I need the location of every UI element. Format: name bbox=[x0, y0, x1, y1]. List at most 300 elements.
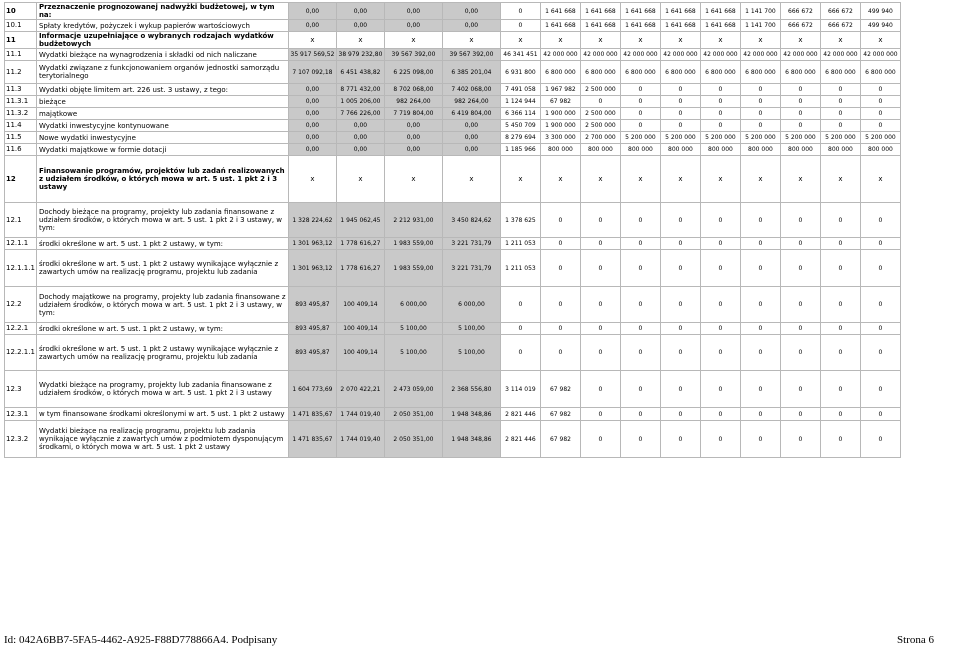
value-cell: 0 bbox=[740, 335, 780, 371]
row-number: 11.2 bbox=[5, 61, 37, 84]
value-cell: 42 000 000 bbox=[620, 49, 660, 61]
value-cell: 6 800 000 bbox=[620, 61, 660, 84]
value-cell: 0 bbox=[820, 96, 860, 108]
value-cell: 1 641 668 bbox=[700, 20, 740, 32]
value-cell: 800 000 bbox=[860, 144, 900, 156]
value-cell: 1 983 559,00 bbox=[384, 238, 442, 250]
value-cell: 6 800 000 bbox=[540, 61, 580, 84]
value-cell: 0 bbox=[860, 84, 900, 96]
value-cell: 0 bbox=[620, 371, 660, 408]
row-number: 12.1.1.1 bbox=[5, 250, 37, 287]
value-cell: 3 114 019 bbox=[500, 371, 540, 408]
value-cell: 6 931 800 bbox=[500, 61, 540, 84]
row-number: 11.6 bbox=[5, 144, 37, 156]
value-cell: 0 bbox=[860, 408, 900, 421]
value-cell: 1 778 616,27 bbox=[336, 250, 384, 287]
value-cell: 2 821 446 bbox=[500, 408, 540, 421]
value-cell: 2 500 000 bbox=[580, 120, 620, 132]
value-cell: 0 bbox=[700, 371, 740, 408]
value-cell: 0 bbox=[780, 250, 820, 287]
value-cell: 5 200 000 bbox=[620, 132, 660, 144]
value-cell: 0 bbox=[620, 421, 660, 458]
value-cell: 5 200 000 bbox=[820, 132, 860, 144]
row-label: majątkowe bbox=[36, 108, 288, 120]
value-cell: 0 bbox=[660, 84, 700, 96]
value-cell: 100 409,14 bbox=[336, 323, 384, 335]
value-cell: 800 000 bbox=[700, 144, 740, 156]
value-cell: 0 bbox=[620, 120, 660, 132]
value-cell: 0 bbox=[740, 203, 780, 238]
value-cell: 0 bbox=[540, 238, 580, 250]
value-cell: x bbox=[820, 156, 860, 203]
value-cell: 67 982 bbox=[540, 421, 580, 458]
row-label: Wydatki bieżące na realizację programu, projektu lub zadania wynikające wyłącznie z zawartych umów z podmiotem dysponującym środkami, o których mowa w art. 5 ust. 1 pkt 2 ustawy bbox=[36, 421, 288, 458]
value-cell: 0 bbox=[820, 250, 860, 287]
value-cell: 800 000 bbox=[780, 144, 820, 156]
document-id-signature: Id: 042A6BB7-5FA5-4462-A925-F88D778866A4. Podpisany bbox=[4, 634, 278, 646]
value-cell: x bbox=[500, 156, 540, 203]
value-cell: x bbox=[384, 32, 442, 49]
value-cell: 5 200 000 bbox=[740, 132, 780, 144]
value-cell: 0 bbox=[780, 287, 820, 323]
value-cell: 0,00 bbox=[336, 3, 384, 20]
value-cell: 0 bbox=[740, 323, 780, 335]
row-number: 11.1 bbox=[5, 49, 37, 61]
value-cell: 0 bbox=[700, 120, 740, 132]
value-cell: 0 bbox=[660, 108, 700, 120]
value-cell: 1 945 062,45 bbox=[336, 203, 384, 238]
value-cell: 0 bbox=[740, 250, 780, 287]
value-cell: 0 bbox=[580, 335, 620, 371]
value-cell: x bbox=[820, 32, 860, 49]
value-cell: 1 471 835,67 bbox=[288, 421, 336, 458]
value-cell: 666 672 bbox=[780, 3, 820, 20]
value-cell: 7 402 068,00 bbox=[442, 84, 500, 96]
value-cell: x bbox=[580, 156, 620, 203]
value-cell: 2 821 446 bbox=[500, 421, 540, 458]
value-cell: 2 500 000 bbox=[580, 84, 620, 96]
value-cell: x bbox=[740, 32, 780, 49]
value-cell: 0 bbox=[620, 108, 660, 120]
value-cell: 499 940 bbox=[860, 3, 900, 20]
row-number: 12.3 bbox=[5, 371, 37, 408]
row-label: Wydatki bieżące na wynagrodzenia i składki od nich naliczane bbox=[36, 49, 288, 61]
value-cell: 1 641 668 bbox=[700, 3, 740, 20]
value-cell: 1 471 835,67 bbox=[288, 408, 336, 421]
value-cell: 893 495,87 bbox=[288, 287, 336, 323]
table-row bbox=[5, 3, 901, 20]
table-row bbox=[5, 49, 901, 61]
value-cell: 0 bbox=[820, 371, 860, 408]
value-cell: 0,00 bbox=[384, 20, 442, 32]
value-cell: 1 141 700 bbox=[740, 3, 780, 20]
row-label: Wydatki objęte limitem art. 226 ust. 3 ustawy, z tego: bbox=[36, 84, 288, 96]
row-number: 12.2 bbox=[5, 287, 37, 323]
value-cell: 0,00 bbox=[288, 132, 336, 144]
value-cell: 6 451 438,82 bbox=[336, 61, 384, 84]
value-cell: 1 641 668 bbox=[660, 20, 700, 32]
value-cell: 0 bbox=[780, 238, 820, 250]
value-cell: 0 bbox=[820, 421, 860, 458]
value-cell: 0 bbox=[660, 238, 700, 250]
value-cell: 800 000 bbox=[820, 144, 860, 156]
row-label: Nowe wydatki inwestycyjne bbox=[36, 132, 288, 144]
value-cell: 0 bbox=[700, 238, 740, 250]
value-cell: 0,00 bbox=[336, 120, 384, 132]
value-cell: x bbox=[780, 156, 820, 203]
table-row bbox=[5, 108, 901, 120]
value-cell: 0,00 bbox=[384, 120, 442, 132]
value-cell: 0 bbox=[700, 335, 740, 371]
value-cell: 0 bbox=[860, 238, 900, 250]
table-row bbox=[5, 287, 901, 323]
value-cell: 1 900 000 bbox=[540, 120, 580, 132]
value-cell: 0 bbox=[580, 238, 620, 250]
page-footer bbox=[4, 634, 934, 646]
value-cell: 0 bbox=[860, 120, 900, 132]
value-cell: 0 bbox=[660, 323, 700, 335]
value-cell: 6 000,00 bbox=[442, 287, 500, 323]
value-cell: 0,00 bbox=[442, 20, 500, 32]
table-row bbox=[5, 96, 901, 108]
table-row bbox=[5, 408, 901, 421]
value-cell: 0 bbox=[580, 408, 620, 421]
value-cell: x bbox=[336, 156, 384, 203]
value-cell: 1 604 773,69 bbox=[288, 371, 336, 408]
value-cell: 0,00 bbox=[288, 84, 336, 96]
value-cell: 0 bbox=[860, 108, 900, 120]
value-cell: 0,00 bbox=[336, 144, 384, 156]
row-label: środki określone w art. 5 ust. 1 pkt 2 ustawy wynikające wyłącznie z zawartych umów na realizację programu, projektu lub zadania bbox=[36, 250, 288, 287]
value-cell: 7 719 804,00 bbox=[384, 108, 442, 120]
value-cell: 0 bbox=[500, 335, 540, 371]
table-row bbox=[5, 335, 901, 371]
financial-forecast-table bbox=[4, 2, 901, 458]
value-cell: 2 212 931,00 bbox=[384, 203, 442, 238]
value-cell: 499 940 bbox=[860, 20, 900, 32]
value-cell: x bbox=[660, 156, 700, 203]
value-cell: 893 495,87 bbox=[288, 335, 336, 371]
value-cell: 5 200 000 bbox=[860, 132, 900, 144]
value-cell: 666 672 bbox=[780, 20, 820, 32]
value-cell: 6 800 000 bbox=[660, 61, 700, 84]
value-cell: 8 279 694 bbox=[500, 132, 540, 144]
value-cell: 800 000 bbox=[620, 144, 660, 156]
value-cell: 7 491 058 bbox=[500, 84, 540, 96]
value-cell: 0 bbox=[820, 108, 860, 120]
value-cell: 0 bbox=[860, 323, 900, 335]
value-cell: 1 641 668 bbox=[620, 3, 660, 20]
row-number: 12.2.1 bbox=[5, 323, 37, 335]
value-cell: 0 bbox=[660, 96, 700, 108]
value-cell: 6 225 098,00 bbox=[384, 61, 442, 84]
table-row bbox=[5, 250, 901, 287]
row-number: 12.3.2 bbox=[5, 421, 37, 458]
row-number: 11.3 bbox=[5, 84, 37, 96]
value-cell: 0 bbox=[620, 335, 660, 371]
value-cell: 0 bbox=[740, 108, 780, 120]
value-cell: 5 200 000 bbox=[660, 132, 700, 144]
value-cell: 42 000 000 bbox=[660, 49, 700, 61]
value-cell: 0 bbox=[780, 421, 820, 458]
value-cell: 6 385 201,04 bbox=[442, 61, 500, 84]
value-cell: 6 800 000 bbox=[740, 61, 780, 84]
value-cell: 0 bbox=[700, 108, 740, 120]
value-cell: 982 264,00 bbox=[384, 96, 442, 108]
value-cell: 0 bbox=[860, 96, 900, 108]
table-row bbox=[5, 144, 901, 156]
value-cell: 0 bbox=[820, 408, 860, 421]
value-cell: 0,00 bbox=[384, 144, 442, 156]
value-cell: 6 800 000 bbox=[820, 61, 860, 84]
value-cell: 0,00 bbox=[442, 3, 500, 20]
value-cell: 38 979 232,80 bbox=[336, 49, 384, 61]
value-cell: 0 bbox=[780, 371, 820, 408]
row-label: w tym finansowane środkami określonymi w art. 5 ust. 1 pkt 2 ustawy bbox=[36, 408, 288, 421]
value-cell: x bbox=[700, 156, 740, 203]
value-cell: x bbox=[336, 32, 384, 49]
value-cell: x bbox=[620, 156, 660, 203]
row-label: Finansowanie programów, projektów lub zadań realizowanych z udziałem środków, o których mowa w art. 5 ust. 1 pkt 2 i 3 ustawy bbox=[36, 156, 288, 203]
value-cell: 3 221 731,79 bbox=[442, 250, 500, 287]
value-cell: 0 bbox=[700, 421, 740, 458]
value-cell: 39 567 392,00 bbox=[442, 49, 500, 61]
value-cell: x bbox=[442, 32, 500, 49]
value-cell: 0 bbox=[620, 238, 660, 250]
value-cell: 6 800 000 bbox=[860, 61, 900, 84]
table-row bbox=[5, 61, 901, 84]
value-cell: 0 bbox=[740, 421, 780, 458]
value-cell: 0 bbox=[740, 84, 780, 96]
row-label: bieżące bbox=[36, 96, 288, 108]
value-cell: 35 917 569,52 bbox=[288, 49, 336, 61]
value-cell: 6 800 000 bbox=[700, 61, 740, 84]
value-cell: 0,00 bbox=[384, 132, 442, 144]
value-cell: 0 bbox=[740, 371, 780, 408]
row-label: Wydatki bieżące na programy, projekty lub zadania finansowane z udziałem środków, o których mowa w art. 5 ust. 1 pkt 2 i 3 ustawy bbox=[36, 371, 288, 408]
value-cell: 0 bbox=[780, 108, 820, 120]
value-cell: 0 bbox=[780, 323, 820, 335]
value-cell: 0,00 bbox=[442, 144, 500, 156]
value-cell: 0,00 bbox=[288, 3, 336, 20]
value-cell: 0 bbox=[740, 408, 780, 421]
value-cell: 0,00 bbox=[288, 144, 336, 156]
row-number: 10 bbox=[5, 3, 37, 20]
value-cell: 42 000 000 bbox=[580, 49, 620, 61]
value-cell: 1 641 668 bbox=[660, 3, 700, 20]
value-cell: 5 100,00 bbox=[442, 323, 500, 335]
table-row bbox=[5, 84, 901, 96]
row-label: środki określone w art. 5 ust. 1 pkt 2 ustawy, w tym: bbox=[36, 238, 288, 250]
value-cell: 0 bbox=[620, 203, 660, 238]
value-cell: x bbox=[540, 32, 580, 49]
value-cell: 982 264,00 bbox=[442, 96, 500, 108]
value-cell: 1 778 616,27 bbox=[336, 238, 384, 250]
table-row bbox=[5, 203, 901, 238]
value-cell: 0 bbox=[780, 84, 820, 96]
table-body bbox=[5, 3, 901, 458]
value-cell: x bbox=[620, 32, 660, 49]
row-label: Wydatki inwestycyjne kontynuowane bbox=[36, 120, 288, 132]
value-cell: x bbox=[660, 32, 700, 49]
value-cell: 0 bbox=[820, 335, 860, 371]
value-cell: 2 368 556,80 bbox=[442, 371, 500, 408]
value-cell: 0 bbox=[500, 323, 540, 335]
value-cell: 1 641 668 bbox=[580, 20, 620, 32]
value-cell: x bbox=[384, 156, 442, 203]
table-row bbox=[5, 32, 901, 49]
value-cell: 67 982 bbox=[540, 408, 580, 421]
value-cell: 2 500 000 bbox=[580, 108, 620, 120]
value-cell: 1 211 053 bbox=[500, 238, 540, 250]
value-cell: 0 bbox=[820, 287, 860, 323]
value-cell: 42 000 000 bbox=[740, 49, 780, 61]
row-label: Dochody bieżące na programy, projekty lub zadania finansowane z udziałem środków, o których mowa w art. 5 ust. 1 pkt 2 i 3 ustawy, w tym: bbox=[36, 203, 288, 238]
value-cell: 0 bbox=[540, 203, 580, 238]
value-cell: 2 050 351,00 bbox=[384, 408, 442, 421]
value-cell: 0 bbox=[780, 96, 820, 108]
value-cell: 2 700 000 bbox=[580, 132, 620, 144]
value-cell: 5 200 000 bbox=[700, 132, 740, 144]
value-cell: 0 bbox=[660, 421, 700, 458]
value-cell: 0 bbox=[780, 408, 820, 421]
value-cell: 0 bbox=[580, 203, 620, 238]
value-cell: 0 bbox=[540, 287, 580, 323]
value-cell: 0 bbox=[700, 287, 740, 323]
row-label: środki określone w art. 5 ust. 1 pkt 2 ustawy, w tym: bbox=[36, 323, 288, 335]
value-cell: 0 bbox=[620, 323, 660, 335]
value-cell: 0 bbox=[860, 335, 900, 371]
value-cell: 1 211 053 bbox=[500, 250, 540, 287]
value-cell: 3 221 731,79 bbox=[442, 238, 500, 250]
table-row bbox=[5, 421, 901, 458]
row-number: 12.1.1 bbox=[5, 238, 37, 250]
row-label: Dochody majątkowe na programy, projekty lub zadania finansowane z udziałem środków, o których mowa w art. 5 ust. 1 pkt 2 i 3 ustawy, w tym: bbox=[36, 287, 288, 323]
value-cell: 0 bbox=[580, 250, 620, 287]
value-cell: 0,00 bbox=[288, 20, 336, 32]
value-cell: 666 672 bbox=[820, 3, 860, 20]
row-label: Przeznaczenie prognozowanej nadwyżki budżetowej, w tym na: bbox=[36, 3, 288, 20]
value-cell: 0 bbox=[540, 335, 580, 371]
value-cell: 0 bbox=[660, 203, 700, 238]
row-number: 12 bbox=[5, 156, 37, 203]
value-cell: 0,00 bbox=[336, 20, 384, 32]
table-row bbox=[5, 323, 901, 335]
value-cell: 3 300 000 bbox=[540, 132, 580, 144]
value-cell: 0,00 bbox=[442, 132, 500, 144]
value-cell: 42 000 000 bbox=[820, 49, 860, 61]
value-cell: 1 900 000 bbox=[540, 108, 580, 120]
value-cell: 3 450 824,62 bbox=[442, 203, 500, 238]
value-cell: 6 800 000 bbox=[780, 61, 820, 84]
value-cell: 0 bbox=[660, 120, 700, 132]
table-row bbox=[5, 238, 901, 250]
value-cell: 666 672 bbox=[820, 20, 860, 32]
value-cell: 67 982 bbox=[540, 96, 580, 108]
value-cell: 0 bbox=[740, 120, 780, 132]
row-label: Informacje uzupełniające o wybranych rodzajach wydatków budżetowych bbox=[36, 32, 288, 49]
page-number: Strona 6 bbox=[897, 634, 934, 646]
value-cell: x bbox=[288, 156, 336, 203]
value-cell: 2 473 059,00 bbox=[384, 371, 442, 408]
value-cell: 6 800 000 bbox=[580, 61, 620, 84]
value-cell: 0 bbox=[620, 287, 660, 323]
row-label: środki określone w art. 5 ust. 1 pkt 2 ustawy wynikające wyłącznie z zawartych umów na realizację programu, projektu lub zadania bbox=[36, 335, 288, 371]
value-cell: 1 948 348,86 bbox=[442, 421, 500, 458]
value-cell: 2 050 351,00 bbox=[384, 421, 442, 458]
value-cell: 0 bbox=[580, 371, 620, 408]
row-number: 12.1 bbox=[5, 203, 37, 238]
table-row bbox=[5, 20, 901, 32]
row-number: 12.3.1 bbox=[5, 408, 37, 421]
value-cell: 0 bbox=[780, 335, 820, 371]
row-number: 11 bbox=[5, 32, 37, 49]
value-cell: 800 000 bbox=[740, 144, 780, 156]
row-number: 11.4 bbox=[5, 120, 37, 132]
value-cell: 1 005 206,00 bbox=[336, 96, 384, 108]
value-cell: 1 948 348,86 bbox=[442, 408, 500, 421]
value-cell: 5 100,00 bbox=[442, 335, 500, 371]
value-cell: 0 bbox=[660, 335, 700, 371]
value-cell: 0 bbox=[740, 287, 780, 323]
value-cell: 6 366 114 bbox=[500, 108, 540, 120]
value-cell: 1 124 944 bbox=[500, 96, 540, 108]
value-cell: 0 bbox=[620, 250, 660, 287]
value-cell: 0 bbox=[700, 203, 740, 238]
value-cell: 0,00 bbox=[288, 108, 336, 120]
value-cell: 0 bbox=[820, 238, 860, 250]
value-cell: 0 bbox=[700, 250, 740, 287]
value-cell: 0 bbox=[660, 287, 700, 323]
value-cell: x bbox=[580, 32, 620, 49]
value-cell: 0 bbox=[660, 371, 700, 408]
value-cell: 8 771 432,00 bbox=[336, 84, 384, 96]
value-cell: x bbox=[740, 156, 780, 203]
value-cell: 0 bbox=[660, 250, 700, 287]
value-cell: 0 bbox=[860, 250, 900, 287]
value-cell: 800 000 bbox=[660, 144, 700, 156]
value-cell: 7 107 092,18 bbox=[288, 61, 336, 84]
value-cell: 5 100,00 bbox=[384, 335, 442, 371]
value-cell: 39 567 392,00 bbox=[384, 49, 442, 61]
value-cell: 42 000 000 bbox=[540, 49, 580, 61]
value-cell: 0 bbox=[540, 250, 580, 287]
value-cell: 800 000 bbox=[580, 144, 620, 156]
value-cell: 1 378 625 bbox=[500, 203, 540, 238]
value-cell: 0,00 bbox=[442, 120, 500, 132]
value-cell: 1 641 668 bbox=[540, 3, 580, 20]
value-cell: 0 bbox=[740, 96, 780, 108]
table-row bbox=[5, 371, 901, 408]
value-cell: 6 000,00 bbox=[384, 287, 442, 323]
value-cell: 0 bbox=[820, 203, 860, 238]
value-cell: 1 744 019,40 bbox=[336, 408, 384, 421]
value-cell: 100 409,14 bbox=[336, 335, 384, 371]
value-cell: 0 bbox=[500, 20, 540, 32]
value-cell: 0 bbox=[700, 96, 740, 108]
table-row bbox=[5, 120, 901, 132]
value-cell: 5 100,00 bbox=[384, 323, 442, 335]
row-label: Wydatki majątkowe w formie dotacji bbox=[36, 144, 288, 156]
value-cell: 42 000 000 bbox=[860, 49, 900, 61]
value-cell: 0 bbox=[820, 84, 860, 96]
value-cell: x bbox=[500, 32, 540, 49]
table-row bbox=[5, 156, 901, 203]
value-cell: 0 bbox=[860, 203, 900, 238]
value-cell: 0,00 bbox=[384, 3, 442, 20]
value-cell: 42 000 000 bbox=[700, 49, 740, 61]
row-number: 11.5 bbox=[5, 132, 37, 144]
